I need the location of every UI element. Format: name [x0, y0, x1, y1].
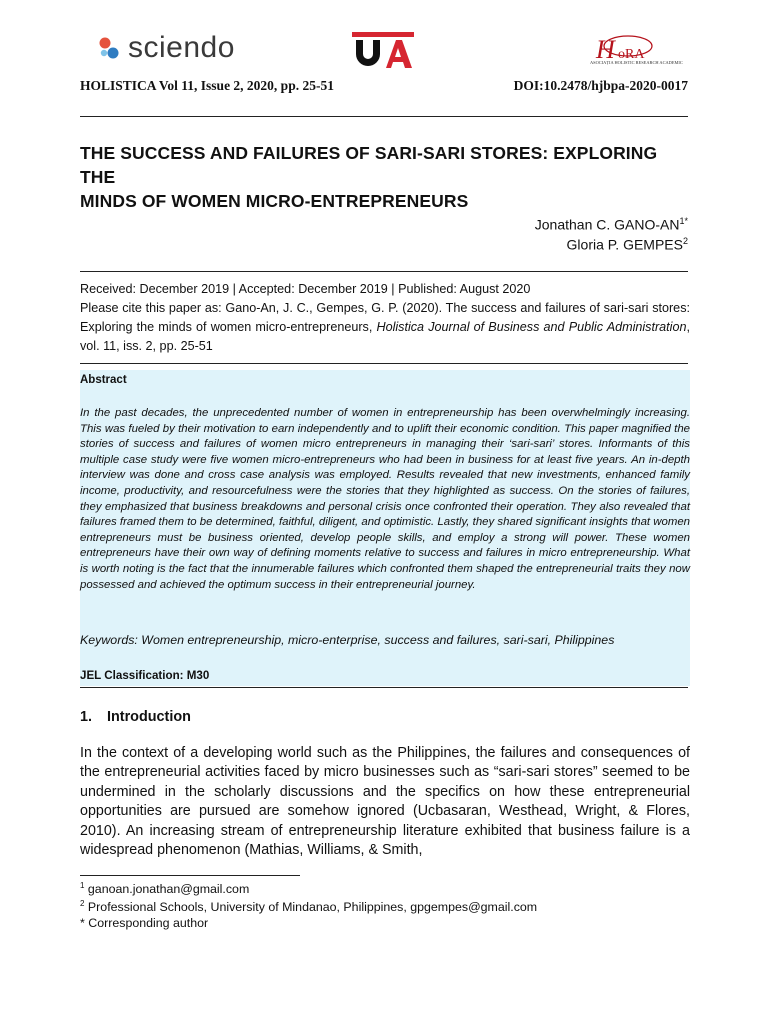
hora-logo: [588, 30, 684, 76]
citation-text: Please cite this paper as: Gano-An, J. C., Gempes, G. P. (2020). The success and failures of sari-sari stores: Exploring the minds of women micro-entrepreneurs,: [80, 301, 690, 334]
author-1-name: Jonathan C. GANO-AN: [534, 216, 680, 233]
citation-journal: Holistica Journal of Business and Public Administration: [376, 320, 687, 334]
footnote-divider: [80, 875, 300, 876]
footnote-2: [80, 899, 537, 914]
journal-citation: HOLISTICA Vol 11, Issue 2, 2020, pp. 25-51: [80, 78, 334, 93]
authors-divider: [80, 271, 688, 272]
jel-classification: JEL Classification: M30: [80, 669, 210, 682]
footnote-1: [80, 881, 249, 896]
header-divider: [80, 116, 688, 117]
publication-info: [80, 280, 690, 356]
title-line-2: MINDS OF WOMEN MICRO-ENTREPRENEURS: [80, 191, 469, 211]
author-1-sup: 1*: [679, 216, 688, 226]
abstract-top-divider: [80, 363, 688, 364]
footnote-1-text: ganoan.jonathan@gmail.com: [87, 882, 250, 897]
title-line-1: THE SUCCESS AND FAILURES OF SARI-SARI STORES: EXPLORING THE: [80, 143, 658, 187]
sciendo-wordmark: sciendo: [128, 31, 235, 64]
abstract-bottom-divider: [80, 687, 688, 688]
footnote-2-text: Professional Schools, University of Mindanao, Philippines, gpgempes@gmail.com: [87, 900, 538, 915]
doi: DOI:10.2478/hjbpa-2020-0017: [513, 78, 688, 93]
svg-text:oRA: oRA: [618, 47, 645, 62]
abstract-heading: Abstract: [80, 374, 127, 386]
university-logo: [352, 30, 414, 70]
author-2: [567, 236, 688, 253]
citation-instructions: [80, 299, 690, 356]
svg-text:H: H: [596, 35, 615, 64]
section-heading: [80, 709, 191, 725]
hora-subtitle: ASOCIAȚIA HOLISTIC RESEARCH ACADEMIC: [590, 60, 683, 65]
author-2-name: Gloria P. GEMPES: [566, 236, 683, 253]
citation-suffix: , vol. 11, iss. 2, pp. 25-51: [80, 320, 690, 353]
publication-dates: Received: December 2019 | Accepted: December 2019 | Published: August 2020: [80, 282, 531, 296]
footnote-1-mark: 1: [80, 881, 85, 890]
section-title: Introduction: [107, 709, 191, 725]
footnote-3: [80, 916, 208, 930]
sciendo-logo: [96, 30, 235, 66]
author-2-sup: 2: [682, 236, 688, 246]
footnote-3-text: * Corresponding author: [80, 916, 209, 930]
section-number: 1.: [80, 709, 93, 725]
footnote-2-mark: 2: [80, 899, 85, 908]
keywords: Keywords: Women entrepreneurship, micro-enterprise, success and failures, sari-sari, Philippines: [80, 633, 615, 647]
introduction-body: In the context of a developing world such as the Philippines, the failures and consequences of the entrepreneurial activities faced by micro businesses such as “sari-sari stores” seemed to be undermined in the scholarly discussions and the specifics on how these entrepreneurial opportunities are pursued are somehow ignored (Ucbasaran, Westhead, Wright, & Flores, 2010). An increasing stream of entrepreneurship literature exhibited that business failure is a widespread phenomenon (Mathias, Williams, & Smith,: [80, 745, 690, 859]
abstract-body: In the past decades, the unprecedented number of women in entrepreneurship has been overwhelmingly increasing. This was fueled by their motivation to earn independently and to uplift their economic condition. This paper magnified the stories of success and failures of women micro entrepreneurs in managing their ‘sari-sari’ stores. Informants of this multiple case study were five women micro-entrepreneurs who had been in business for at least five years. An in-depth interview was done and cross case analysis was employed. Results revealed that new investments, enhanced family income, productivity, and resourcefulness were the stories that they highlighted as success. On the stories of failures, they emphasized that business breakdowns and personal crisis once confronted their operation. They also revealed that failures framed them to be determined, faithful, diligent, and optimistic. Lastly, they shared significant insights that women entrepreneurs must be business oriented, develop people skills, and employ a strong will power. These women entrepreneurs have their own way of defining moments relative to success and failures in micro entrepreneurship. What is worth noting is the fact that the innumerable failures which confronted them shaped the entrepreneurial traits they now possessed and achieved the optimum success in their entrepreneurial journey.: [80, 407, 690, 591]
hora-emblem-icon: [588, 30, 684, 76]
sciendo-mark-icon: [96, 35, 122, 61]
paper-title: [80, 141, 692, 213]
author-1: [535, 216, 688, 233]
